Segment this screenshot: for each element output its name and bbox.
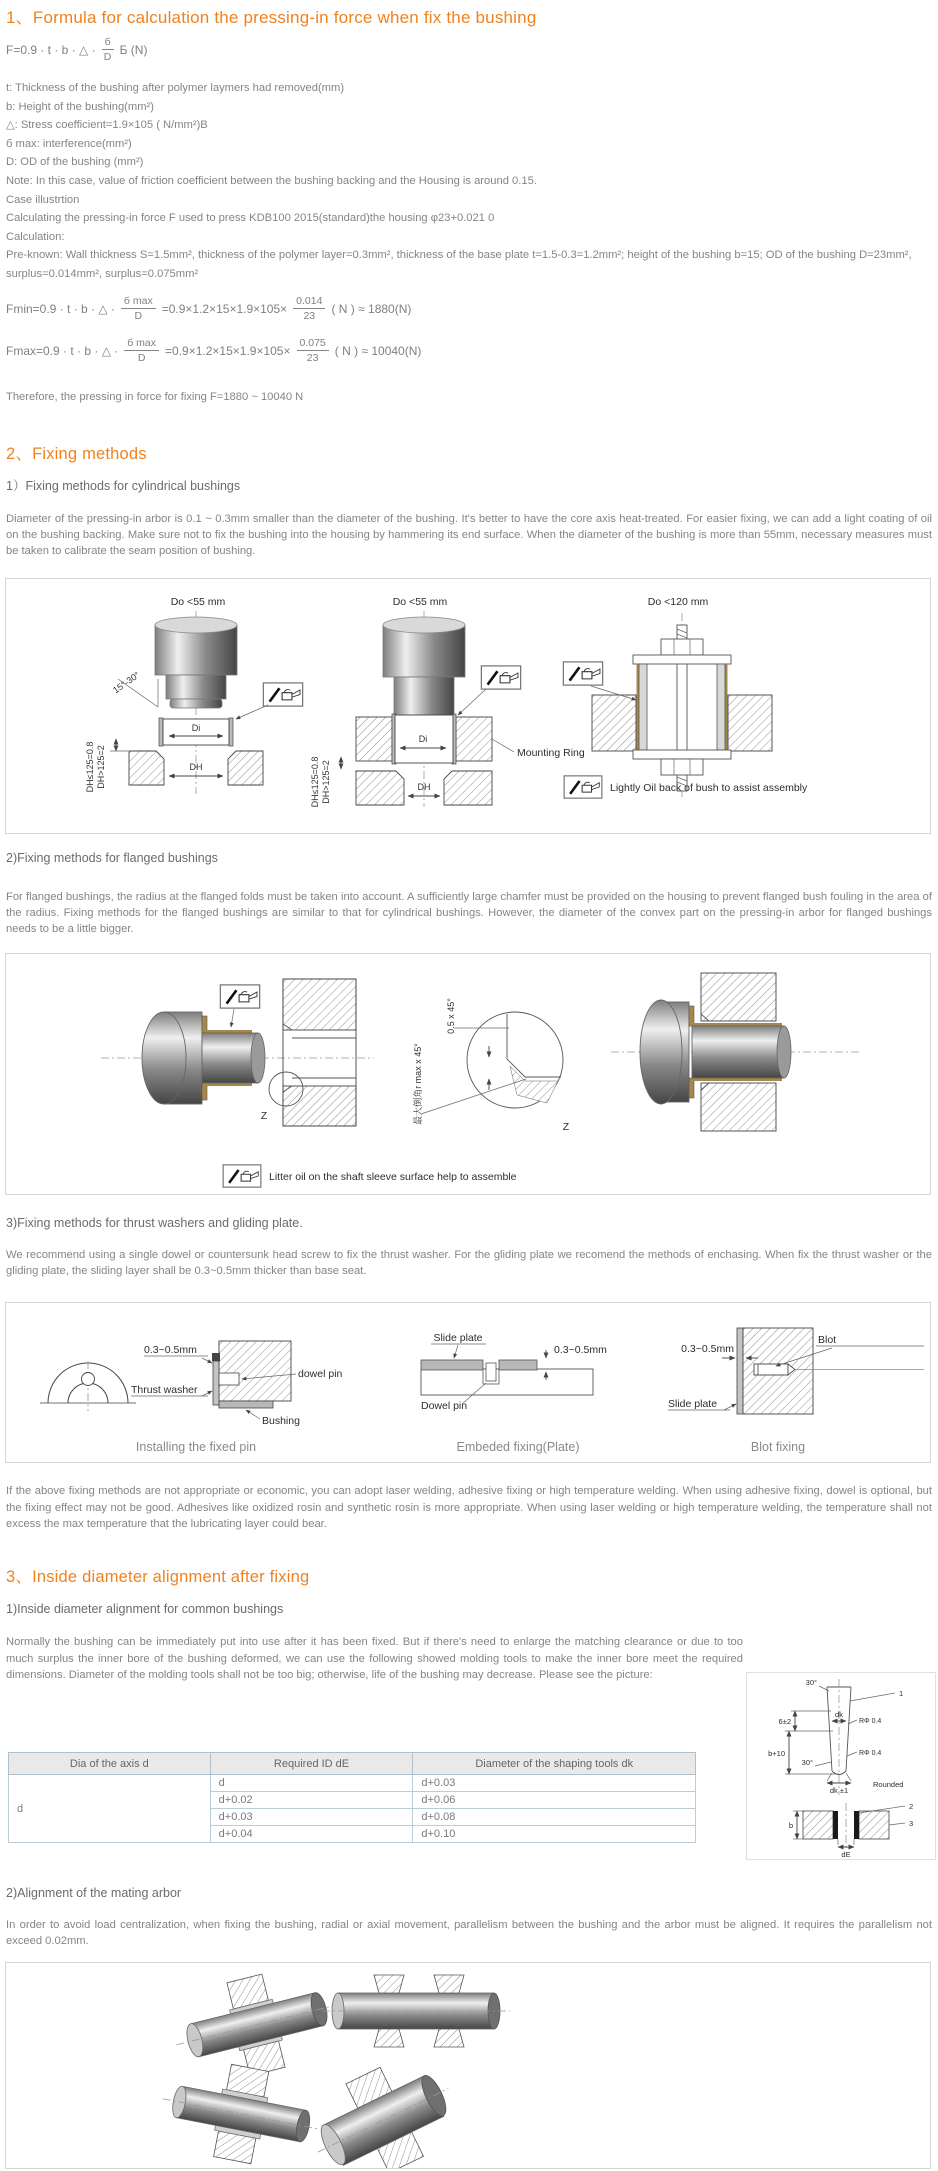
- do-55-label: Do <55 mm: [170, 596, 226, 608]
- figure-misaligned-arbor-4: [296, 2044, 470, 2168]
- fmin-fraction-2: $\frac{0.014}{23}$: [293, 295, 325, 322]
- detail-z-view-label: Z: [562, 1121, 570, 1133]
- do-55-label: Do <55 mm: [392, 596, 448, 608]
- conclusion-text: Therefore, the pressing in force for fixing F=1880 ~ 10040 N: [6, 391, 304, 403]
- arbor-alignment-figure: [6, 1963, 930, 2168]
- molding-tool-diagram: [746, 1672, 936, 1860]
- oil-can-icon: [263, 683, 302, 706]
- para-thrust: We recommend using a single dowel or countersunk head screw to fix the thrust washer. For the gliding plate we recomend the methods of enchasing. When fix the thrust washer or the gliding plate, the sliding layer shall be 0.3~0.5mm thicker than base seat.: [6, 1249, 932, 1277]
- table-header-axis: Dia of the axis d: [9, 1753, 211, 1775]
- axis-value-cell: d: [9, 1775, 211, 1843]
- fmax-formula: [6, 337, 421, 364]
- oil-can-icon: [481, 666, 520, 689]
- formula-prefix: F=0.9 · t · b · △ ·: [6, 42, 96, 57]
- figure-flanged-mounted: [611, 973, 861, 1131]
- table-cell: d+0.08: [413, 1809, 696, 1826]
- figure-embedded-fixing: [421, 1332, 607, 1454]
- fmax-prefix: Fmax=0.9 · t · b · △ ·: [6, 343, 119, 358]
- formula-definitions: [6, 79, 934, 284]
- tool-radius-a-label: RΦ 0.4: [859, 1718, 882, 1725]
- para-flanged: For flanged bushings, the radius at the flanged folds must be taken into account. A sufficiently large chamfer must be provided on the housing to prevent flanged bush fouling in the area of the radius. Fixing methods for the flanged bushings are similar to that for cylindrical bushings. However, the diameter of the convex part on the pressing-in arbor for flanged bushings needs to be a little bigger.: [6, 891, 932, 935]
- fmax-mid: =0.9×1.2×15×1.9×105×: [165, 343, 291, 358]
- oil-can-icon: [564, 776, 602, 798]
- definition-line: Case illustrtion: [6, 193, 80, 206]
- fmin-fraction-1: $\frac{\text{б max}}{D}$: [121, 295, 156, 322]
- subheading-mating-arbor: 2)Alignment of the mating arbor: [6, 1886, 182, 1900]
- dowel-pin-label: Dowel pin: [421, 1400, 468, 1412]
- oil-can-icon: [220, 985, 259, 1008]
- chamfer-dim-label: 0.5 x 45°: [446, 998, 456, 1034]
- gap-dim-label: 0.3~0.5mm: [144, 1344, 197, 1356]
- molding-tool-figure: [747, 1673, 935, 1859]
- figure-misaligned-arbor-3: [154, 2053, 329, 2168]
- shaping-tools-table-wrap: [8, 1752, 696, 1843]
- definition-line: D: OD of the bushing (mm²): [6, 156, 144, 169]
- diagram-thrust-fixing: [5, 1302, 931, 1463]
- cylindrical-fixing-figure: [6, 579, 930, 833]
- slide-plate-label: Slide plate: [668, 1398, 718, 1410]
- para-mating-arbor: In order to avoid load centralization, when fixing the bushing, radial or axial movement, parallelism between the bushing and the arbor must be aligned. It requires the parallelism not exceed 0.02mm.: [6, 1919, 932, 1947]
- di-dimension-label: Di: [418, 734, 428, 744]
- table-cell: d+0.04: [210, 1826, 413, 1843]
- diagram-arbor-alignment: [5, 1962, 931, 2169]
- figure-blot-fixing: [668, 1328, 924, 1454]
- figure-flanged-arbor: [101, 979, 374, 1126]
- di-dimension-label: Di: [191, 723, 201, 733]
- formula-fraction: $\frac{б}{D}$: [102, 36, 114, 63]
- blot-label: Blot: [818, 1334, 837, 1346]
- para-cylindrical: Diameter of the pressing-in arbor is 0.1 ~ 0.3mm smaller than the diameter of the bushing. It's better to have the core axis heat-treated. For easier fixing, we can add a light coating of oil on the bushing backing. Make sure not to fix the bushing into the housing by hammering its end surface. When the diameter of the bushing is more than 55mm, necessary measures must be taken to calibrate the seam position of bushing.: [6, 513, 932, 557]
- definition-line: t: Thickness of the bushing after polymer laymers had removed(mm): [6, 82, 345, 94]
- definition-line: Pre-known: Wall thickness S=1.5mm², thickness of the polymer layer=0.3mm², thickness of the base plate t=1.5-0.3=1.2mm²; height of the bushing b=15; OD of the bushing D=23mm², surplus=0.014mm², surplus=0.075mm²: [6, 249, 912, 280]
- oil-can-icon: [563, 662, 602, 685]
- fmin-mid: =0.9×1.2×15×1.9×105×: [161, 301, 288, 316]
- bushing-label: Bushing: [262, 1415, 300, 1427]
- tool-callout-1: 1: [899, 1689, 904, 1698]
- section-2-heading: 2、Fixing methods: [6, 445, 147, 463]
- mounting-ring-label: Mounting Ring: [517, 747, 585, 759]
- figure-caption: Installing the fixed pin: [135, 1440, 257, 1454]
- figure-detail-z: [412, 998, 570, 1133]
- tool-callout-2: 2: [909, 1802, 914, 1811]
- tool-radius-b-label: RΦ 0.4: [859, 1750, 882, 1757]
- table-cell: d+0.06: [413, 1792, 696, 1809]
- tool-dk-label: dk: [835, 1710, 843, 1719]
- tool-angle-bottom-label: 30°: [801, 1758, 813, 1767]
- table-cell: d+0.03: [210, 1809, 413, 1826]
- dh-tolerance-note: DH≤125=0.8: [310, 756, 320, 808]
- dh-tolerance-note: DH>125=2: [96, 745, 106, 789]
- fmax-fraction-2: $\frac{0.075}{23}$: [297, 337, 329, 364]
- tool-de-label: dE: [841, 1850, 851, 1859]
- figure-press-arbor-2: [310, 596, 585, 807]
- para-alignment-common: Normally the bushing can be immediately put into use after it has been fixed. But if there's need to enlarge the matching clearance or due to too much surplus the inner bore of the bushing deformed, we can use the following showed molding tools to make the inner bore meet the required dimensions. Diameter of the molding tools shall not be too big; otherwise, life of the bushing may decrease. Please see the picture:: [6, 1636, 743, 1681]
- tool-dim-b-label: b+10: [768, 1749, 785, 1758]
- gap-dim-label: 0.3~0.5mm: [554, 1344, 607, 1356]
- legend-row: [223, 1165, 516, 1187]
- tool-rounded-label: Rounded: [873, 1780, 904, 1789]
- subheading-alignment-common: 1)Inside diameter alignment for common bushings: [6, 1602, 284, 1616]
- table-cell: d+0.03: [413, 1775, 696, 1792]
- max-chamfer-dim-label: 最大倒角r max x 45°: [413, 1043, 423, 1125]
- para-alternative-fixing: If the above fixing methods are not appropriate or economic, you can adopt laser welding, adhesive fixing or high temperature welding. When using adhesive fixing, dowel is optional, but the fixing effect may not be good. Adhesives like oxidized rosin and synthetic rosin is more appropriate. When using laser welding or high temperature welding, the temperature shall not excess the max temperature that the lubricating layer could bear.: [6, 1485, 932, 1530]
- press-angle-label: 15°-30°: [111, 669, 142, 696]
- definition-line: Note: In this case, value of friction coefficient between the bushing backing and the Housing is around 0.15.: [6, 174, 537, 187]
- section-1-heading: 1、Formula for calculation the pressing-in force when fix the bushing: [6, 8, 537, 27]
- table-cell: d: [210, 1775, 413, 1792]
- shaping-tools-table: [8, 1752, 696, 1843]
- definition-line: Calculation:: [6, 230, 65, 243]
- table-cell: d+0.02: [210, 1792, 413, 1809]
- dh-dimension-label: DH: [189, 762, 203, 772]
- fmin-prefix: Fmin=0.9 · t · b · △ ·: [6, 301, 115, 316]
- dh-tolerance-note: DH>125=2: [321, 760, 331, 804]
- thrust-washer-label: Thrust washer: [131, 1384, 198, 1396]
- oil-can-icon: [223, 1165, 261, 1187]
- figure-caption: Embeded fixing(Plate): [456, 1440, 580, 1454]
- figure-bolt-assembly: [563, 596, 808, 799]
- dowel-pin-label: dowel pin: [298, 1368, 343, 1380]
- fmax-fraction-1: $\frac{\text{б max}}{D}$: [124, 337, 159, 364]
- subheading-cylindrical: 1）Fixing methods for cylindrical bushings: [6, 479, 241, 493]
- section-3-heading: 3、Inside diameter alignment after fixing: [6, 1568, 310, 1586]
- definition-line: б max: interference(mm²): [6, 137, 132, 150]
- tool-angle-top-label: 30°: [805, 1678, 817, 1687]
- table-header-required-id: Required ID dE: [210, 1753, 413, 1775]
- tool-callout-3: 3: [909, 1819, 914, 1828]
- dh-tolerance-note: DH≤125=0.8: [85, 741, 95, 793]
- diagram-flanged-fixing: [5, 953, 931, 1195]
- subheading-thrust: 3)Fixing methods for thrust washers and gliding plate.: [6, 1216, 303, 1230]
- oil-legend-label: Lightly Oil back of bush to assist assembly: [610, 782, 808, 794]
- definition-line: b: Height of the bushing(mm²): [6, 100, 154, 113]
- detail-z-label: Z: [260, 1110, 268, 1122]
- gap-dim-label: 0.3~0.5mm: [681, 1343, 734, 1355]
- pressing-force-formula: [6, 36, 147, 63]
- oil-legend-label: Litter oil on the shaft sleeve surface help to assemble: [269, 1171, 517, 1183]
- figure-press-arbor-1: [85, 596, 303, 794]
- figure-caption: Blot fixing: [750, 1440, 806, 1454]
- fmax-suffix: ( N ) ≈ 10040(N): [334, 343, 422, 358]
- table-row: [9, 1775, 696, 1792]
- dh-dimension-label: DH: [417, 782, 431, 792]
- flanged-fixing-figure: [6, 954, 930, 1194]
- subheading-flanged: 2)Fixing methods for flanged bushings: [6, 851, 218, 865]
- table-header-tool-dia: Diameter of the shaping tools dk: [413, 1753, 696, 1775]
- table-cell: d+0.10: [413, 1826, 696, 1843]
- figure-misaligned-arbor-2: [322, 1975, 510, 2047]
- fmin-formula: [6, 295, 411, 322]
- do-120-label: Do <120 mm: [647, 596, 709, 608]
- fmin-suffix: ( N ) ≈ 1880(N): [331, 301, 412, 316]
- tool-b-label: b: [788, 1821, 793, 1830]
- definition-line: △: Stress coefficient=1.9×105 ( N/mm²)B: [6, 119, 208, 132]
- diagram-cylindrical-fixing: [5, 578, 931, 834]
- tool-bottom-dim-label: dk ±1: [829, 1786, 849, 1795]
- thrust-fixing-figure: [6, 1303, 930, 1462]
- formula-suffix: Б (N): [119, 42, 148, 57]
- figure-fixed-pin: [40, 1341, 343, 1454]
- definition-line: Calculating the pressing-in force F used to press KDB100 2015(standard)the housing φ23+0.021 0: [6, 212, 495, 225]
- slide-plate-label: Slide plate: [433, 1332, 483, 1344]
- tool-dim-a-label: 6±2: [778, 1717, 791, 1726]
